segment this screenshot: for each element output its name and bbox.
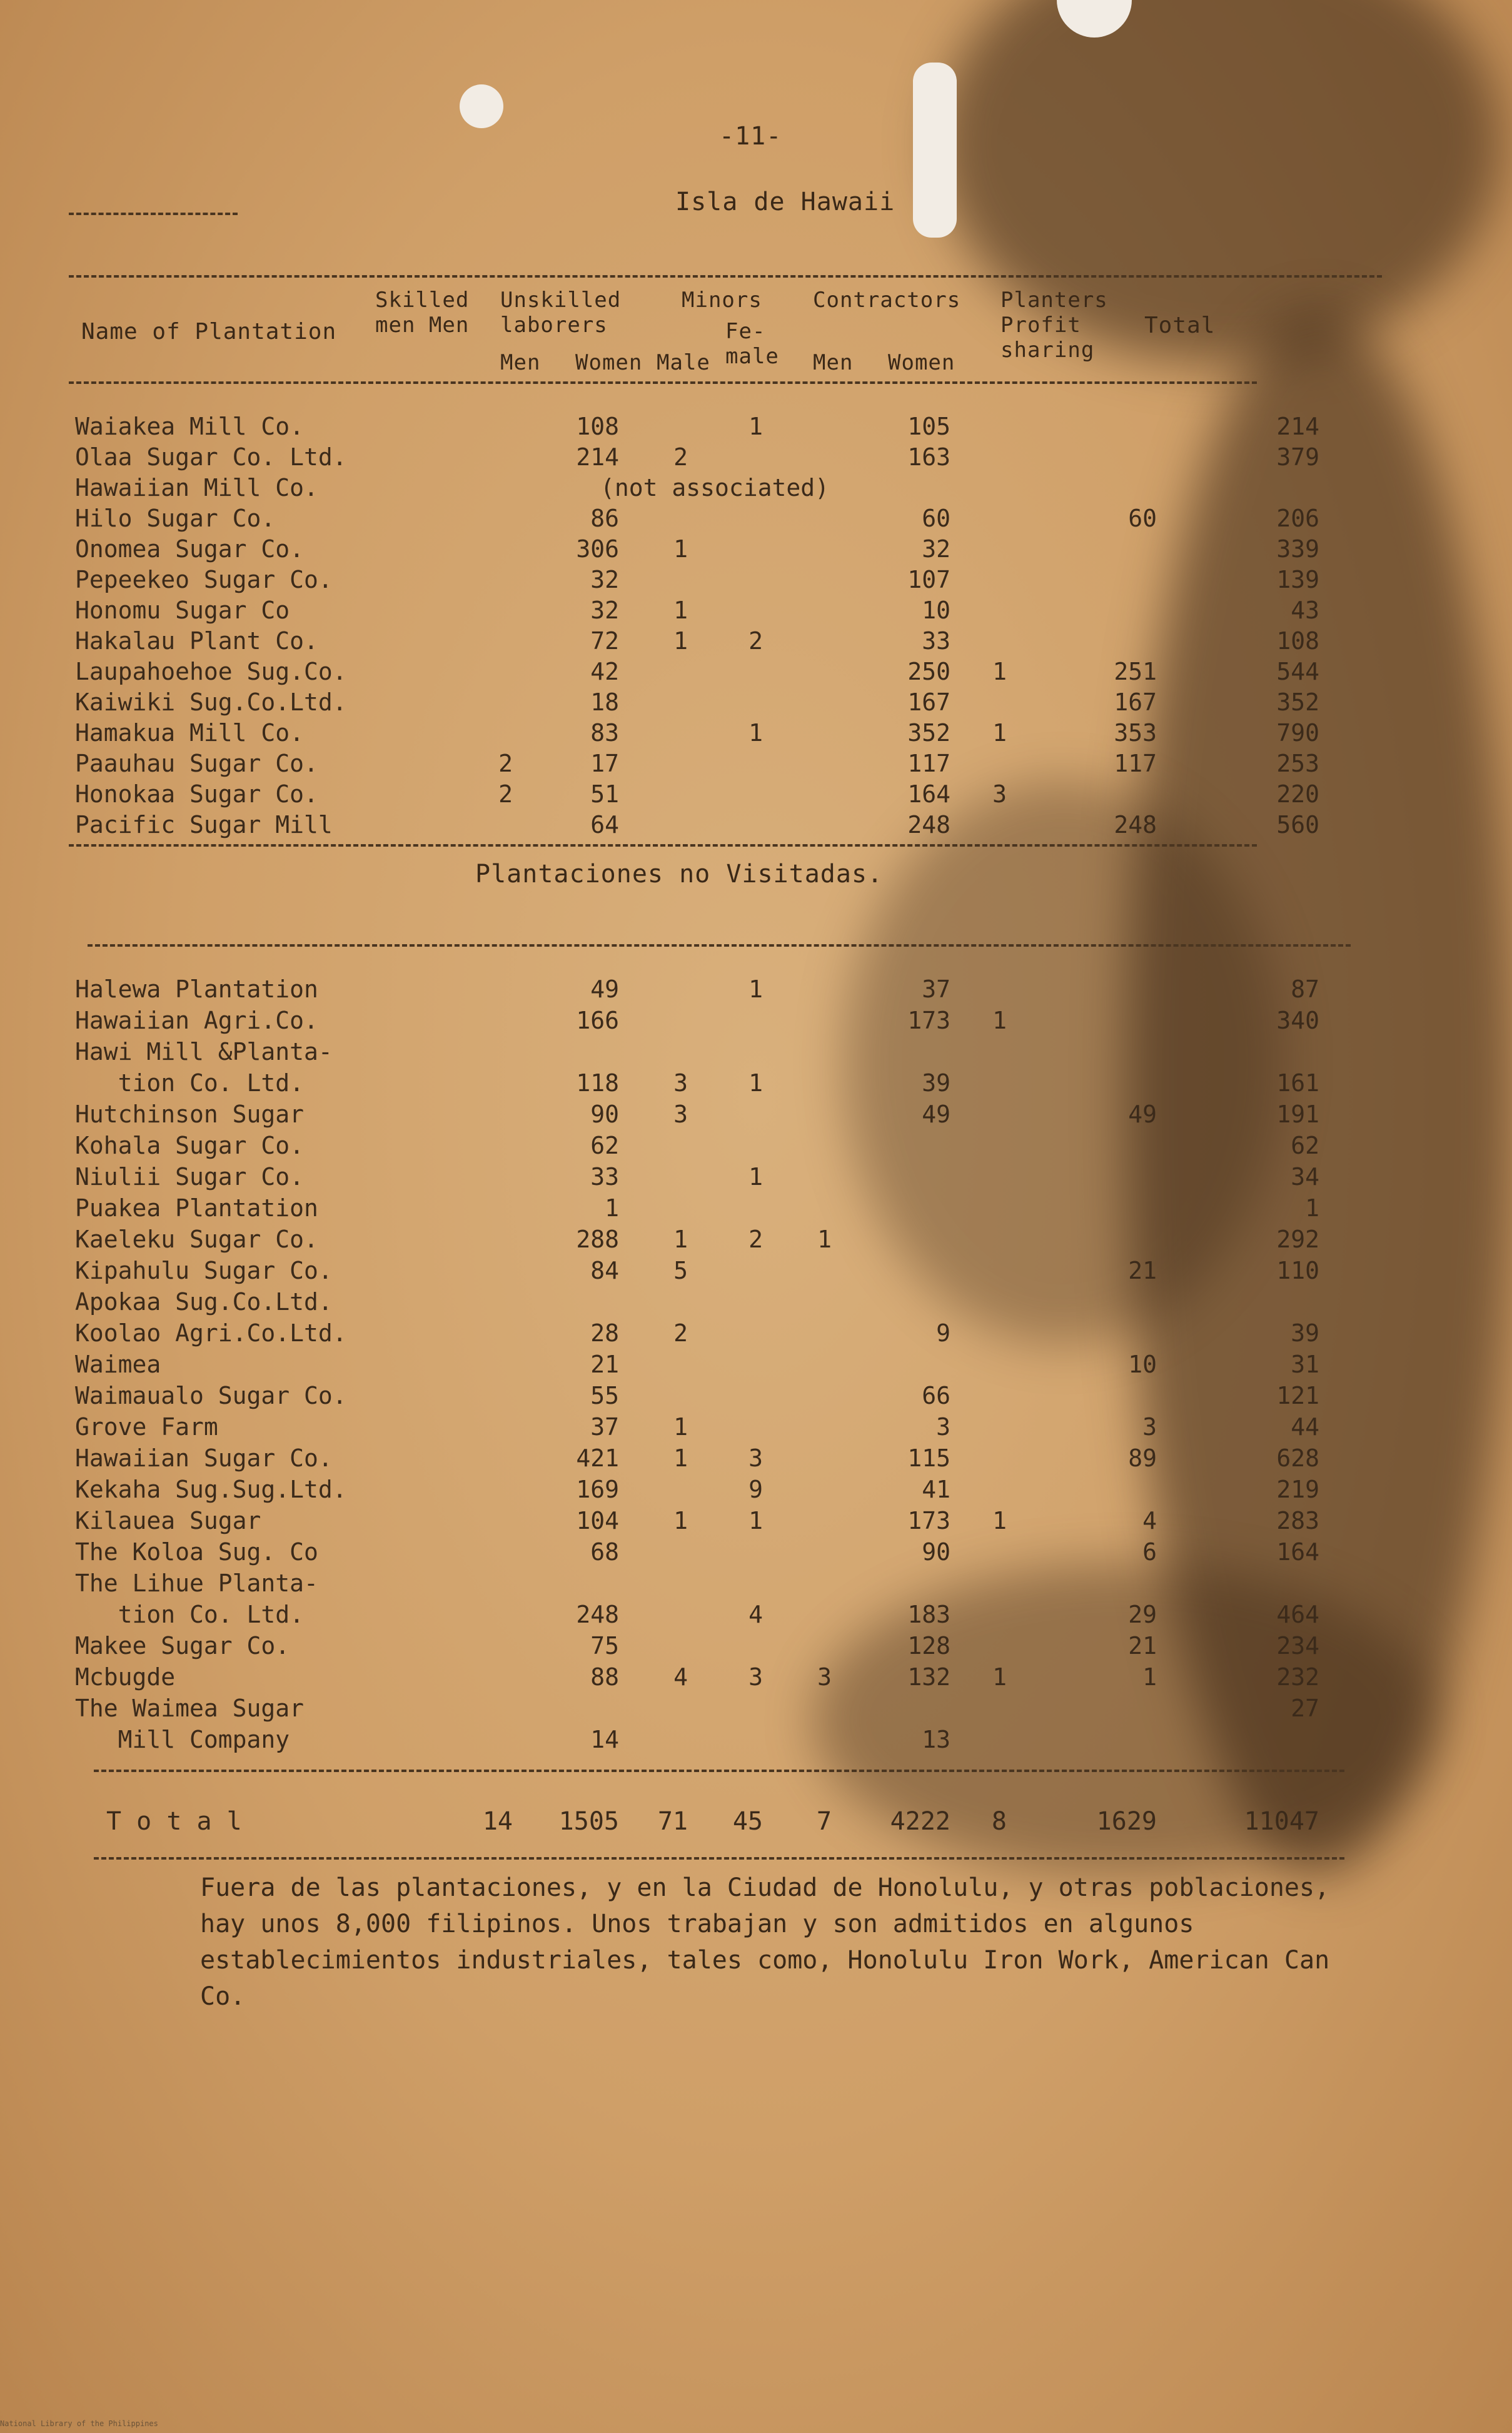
cell-tot: 139 xyxy=(1276,566,1319,593)
cell-ps: 4 xyxy=(1142,1507,1157,1534)
cell-name: Hakalau Plant Co. xyxy=(75,627,318,655)
cell-tot: 44 xyxy=(1291,1413,1319,1441)
col-unskilled-women: Women xyxy=(575,350,643,375)
table-row xyxy=(69,535,1357,567)
cell-mm: 1 xyxy=(748,413,763,440)
cell-um: 88 xyxy=(590,1663,619,1691)
table-row xyxy=(69,811,1357,842)
col-minors-female: Fe-male xyxy=(725,319,779,369)
cell-ps: 353 xyxy=(1114,719,1157,747)
cell-name: Hawaiian Sugar Co. xyxy=(75,1444,333,1472)
cell-cm: 167 xyxy=(907,688,950,716)
table-row xyxy=(69,1476,1357,1507)
cell-um: 28 xyxy=(590,1319,619,1347)
cell-name: Waimaualo Sugar Co. xyxy=(75,1382,347,1409)
cell-name: Mill Company xyxy=(75,1726,290,1753)
page-number: -11- xyxy=(719,122,782,151)
cell-tot: 206 xyxy=(1276,505,1319,532)
cell-name: Pacific Sugar Mill xyxy=(75,811,333,839)
cell-um: 90 xyxy=(590,1101,619,1128)
cell-name: Puakea Plantation xyxy=(75,1194,318,1222)
cell-name: Hutchinson Sugar xyxy=(75,1101,305,1128)
table-row xyxy=(69,1194,1357,1226)
cell-mm: 9 xyxy=(748,1476,763,1503)
cell-name: tion Co. Ltd. xyxy=(75,1601,305,1628)
cell-mm: 3 xyxy=(748,1663,763,1691)
cell-name: Kipahulu Sugar Co. xyxy=(75,1257,333,1284)
cell-name: Pepeekeo Sugar Co. xyxy=(75,566,333,593)
col-minors-male: Male xyxy=(657,350,710,375)
cell-um: (not associated) xyxy=(600,474,830,501)
cell-uw: 1 xyxy=(673,1444,688,1472)
table-row xyxy=(69,1319,1357,1351)
cell-tot: 253 xyxy=(1276,750,1319,777)
total-minors-female: 7 xyxy=(816,1807,832,1836)
cell-cw: 3 xyxy=(992,780,1007,808)
cell-mm: 2 xyxy=(748,627,763,655)
cell-cm: 132 xyxy=(907,1663,950,1691)
cell-um: 49 xyxy=(590,975,619,1003)
cell-tot: 628 xyxy=(1276,1444,1319,1472)
col-contract-women: Women xyxy=(888,350,955,375)
cell-tot: 39 xyxy=(1291,1319,1319,1347)
cell-um: 104 xyxy=(576,1507,619,1534)
table-row xyxy=(69,474,1357,505)
cell-mm: 1 xyxy=(748,1069,763,1097)
cell-mf: 1 xyxy=(817,1226,832,1253)
cell-name: The Lihue Planta- xyxy=(75,1569,318,1597)
cell-cm: 107 xyxy=(907,566,950,593)
total-bottom-rule xyxy=(94,1857,1344,1860)
cell-um: 64 xyxy=(590,811,619,839)
table-row xyxy=(69,1538,1357,1569)
cell-tot: 164 xyxy=(1276,1538,1319,1566)
table-row xyxy=(69,627,1357,658)
cell-tot: 214 xyxy=(1276,413,1319,440)
cell-tot: 464 xyxy=(1276,1601,1319,1628)
cell-ps: 6 xyxy=(1142,1538,1157,1566)
cell-tot: 108 xyxy=(1276,627,1319,655)
cell-cm: 41 xyxy=(922,1476,950,1503)
col-unskilled: Unskilled laborers xyxy=(500,288,622,338)
cell-ps: 10 xyxy=(1128,1351,1157,1378)
table-row xyxy=(69,658,1357,689)
cell-cm: 49 xyxy=(922,1101,950,1128)
cell-cm: 248 xyxy=(907,811,950,839)
cell-um: 42 xyxy=(590,658,619,685)
cell-mm: 1 xyxy=(748,719,763,747)
cell-uw: 1 xyxy=(673,627,688,655)
table-row xyxy=(69,1288,1357,1319)
cell-name: Halewa Plantation xyxy=(75,975,318,1003)
cell-cm: 90 xyxy=(922,1538,950,1566)
cell-um: 33 xyxy=(590,1163,619,1191)
cell-skl: 2 xyxy=(498,750,513,777)
cell-ps: 49 xyxy=(1128,1101,1157,1128)
cell-ps: 3 xyxy=(1142,1413,1157,1441)
total-unskilled-men: 1505 xyxy=(558,1807,619,1836)
cell-mm: 1 xyxy=(748,1507,763,1534)
cell-name: tion Co. Ltd. xyxy=(75,1069,305,1097)
table-row xyxy=(69,413,1357,444)
cell-um: 32 xyxy=(590,597,619,624)
cell-um: 18 xyxy=(590,688,619,716)
cell-um: 75 xyxy=(590,1632,619,1660)
cell-cm: 250 xyxy=(907,658,950,685)
cell-cm: 105 xyxy=(907,413,950,440)
cell-um: 83 xyxy=(590,719,619,747)
cell-cm: 39 xyxy=(922,1069,950,1097)
cell-cm: 66 xyxy=(922,1382,950,1409)
col-minors: Minors xyxy=(682,288,762,313)
cell-tot: 283 xyxy=(1276,1507,1319,1534)
island-title: Isla de Hawaii xyxy=(675,188,895,216)
table-row xyxy=(69,1569,1357,1601)
col-skilled: Skilled men Men xyxy=(375,288,470,338)
cell-um: 118 xyxy=(576,1069,619,1097)
cell-um: 86 xyxy=(590,505,619,532)
cell-um: 84 xyxy=(590,1257,619,1284)
cell-cw: 1 xyxy=(992,1507,1007,1534)
cell-ps: 60 xyxy=(1128,505,1157,532)
cell-cm: 60 xyxy=(922,505,950,532)
cell-um: 306 xyxy=(576,535,619,563)
cell-ps: 1 xyxy=(1142,1663,1157,1691)
cell-mm: 2 xyxy=(748,1226,763,1253)
cell-cm: 117 xyxy=(907,750,950,777)
cell-uw: 3 xyxy=(673,1101,688,1128)
cell-um: 14 xyxy=(590,1726,619,1753)
cell-tot: 339 xyxy=(1276,535,1319,563)
cell-cw: 1 xyxy=(992,658,1007,685)
cell-cm: 10 xyxy=(922,597,950,624)
cell-tot: 220 xyxy=(1276,780,1319,808)
cell-tot: 234 xyxy=(1276,1632,1319,1660)
cell-um: 37 xyxy=(590,1413,619,1441)
header-bottom-rule xyxy=(69,381,1257,384)
col-unskilled-men: Men xyxy=(500,350,541,375)
table-row xyxy=(69,566,1357,597)
table-row xyxy=(69,1382,1357,1413)
cell-ps: 29 xyxy=(1128,1601,1157,1628)
table-row xyxy=(69,1601,1357,1632)
cell-name: Hawaiian Agri.Co. xyxy=(75,1007,318,1034)
cell-ps: 167 xyxy=(1114,688,1157,716)
cell-um: 62 xyxy=(590,1132,619,1159)
cell-tot: 62 xyxy=(1291,1132,1319,1159)
cell-tot: 110 xyxy=(1276,1257,1319,1284)
cell-um: 51 xyxy=(590,780,619,808)
cell-tot: 121 xyxy=(1276,1382,1319,1409)
cell-um: 17 xyxy=(590,750,619,777)
table-row xyxy=(69,443,1357,475)
archive-footer: National Library of the Philippines xyxy=(0,2419,158,2428)
punch-hole xyxy=(460,84,503,128)
cell-name: Laupahoehoe Sug.Co. xyxy=(75,658,347,685)
cell-cm: 173 xyxy=(907,1507,950,1534)
cell-mf: 3 xyxy=(817,1663,832,1691)
col-contract-men: Men xyxy=(813,350,854,375)
table-row xyxy=(69,1226,1357,1257)
table-row xyxy=(69,1663,1357,1695)
cell-uw: 2 xyxy=(673,1319,688,1347)
total-contract-women: 8 xyxy=(991,1807,1007,1836)
cell-um: 214 xyxy=(576,443,619,471)
cell-name: Waiakea Mill Co. xyxy=(75,413,305,440)
table-row xyxy=(69,1257,1357,1288)
table-row xyxy=(69,1038,1357,1069)
cell-um: 288 xyxy=(576,1226,619,1253)
cell-cm: 37 xyxy=(922,975,950,1003)
cell-name: The Koloa Sug. Co xyxy=(75,1538,318,1566)
cell-uw: 1 xyxy=(673,535,688,563)
cell-ps: 21 xyxy=(1128,1257,1157,1284)
cell-um: 1 xyxy=(605,1194,619,1222)
table-row xyxy=(69,1007,1357,1038)
table-row xyxy=(69,1444,1357,1476)
cell-mm: 4 xyxy=(748,1601,763,1628)
cell-tot: 34 xyxy=(1291,1163,1319,1191)
table-row xyxy=(69,780,1357,812)
cell-cm: 3 xyxy=(936,1413,950,1441)
cell-mm: 1 xyxy=(748,1163,763,1191)
cell-cm: 128 xyxy=(907,1632,950,1660)
cell-um: 169 xyxy=(576,1476,619,1503)
cell-tot: 232 xyxy=(1276,1663,1319,1691)
col-name: Name of Plantation xyxy=(81,319,337,345)
cell-name: Honokaa Sugar Co. xyxy=(75,780,318,808)
cell-um: 248 xyxy=(576,1601,619,1628)
table-row xyxy=(69,1507,1357,1538)
table-row xyxy=(69,1632,1357,1663)
total-label: T o t a l xyxy=(106,1807,242,1836)
cell-cw: 1 xyxy=(992,1007,1007,1034)
cell-um: 68 xyxy=(590,1538,619,1566)
cell-uw: 1 xyxy=(673,1413,688,1441)
cell-name: Makee Sugar Co. xyxy=(75,1632,290,1660)
cell-cm: 164 xyxy=(907,780,950,808)
total-minors-male: 45 xyxy=(732,1807,763,1836)
cell-uw: 1 xyxy=(673,1507,688,1534)
cell-tot: 544 xyxy=(1276,658,1319,685)
cell-name: Hamakua Mill Co. xyxy=(75,719,305,747)
cell-tot: 27 xyxy=(1291,1695,1319,1722)
cell-cm: 13 xyxy=(922,1726,950,1753)
cell-cm: 183 xyxy=(907,1601,950,1628)
cell-tot: 1 xyxy=(1305,1194,1319,1222)
table-row xyxy=(69,1069,1357,1101)
cell-name: Kekaha Sug.Sug.Ltd. xyxy=(75,1476,347,1503)
cell-name: Hawi Mill &Planta- xyxy=(75,1038,333,1065)
cell-cm: 33 xyxy=(922,627,950,655)
cell-name: Onomea Sugar Co. xyxy=(75,535,305,563)
cell-tot: 87 xyxy=(1291,975,1319,1003)
cell-name: Hilo Sugar Co. xyxy=(75,505,276,532)
cell-skl: 2 xyxy=(498,780,513,808)
col-total: Total xyxy=(1144,313,1216,338)
cell-mm: 3 xyxy=(748,1444,763,1472)
table-row xyxy=(69,1351,1357,1382)
total-top-rule xyxy=(94,1770,1344,1772)
section-title: Plantaciones no Visitadas. xyxy=(475,860,884,889)
cell-um: 55 xyxy=(590,1382,619,1409)
cell-tot: 219 xyxy=(1276,1476,1319,1503)
cell-name: Kohala Sugar Co. xyxy=(75,1132,305,1159)
cell-name: Hawaiian Mill Co. xyxy=(75,474,318,501)
cell-uw: 3 xyxy=(673,1069,688,1097)
table-row xyxy=(69,719,1357,750)
cell-tot: 560 xyxy=(1276,811,1319,839)
section-bottom-rule xyxy=(88,944,1351,947)
cell-um: 421 xyxy=(576,1444,619,1472)
cell-cm: 9 xyxy=(936,1319,950,1347)
table-row xyxy=(69,688,1357,720)
cell-uw: 4 xyxy=(673,1663,688,1691)
cell-um: 108 xyxy=(576,413,619,440)
cell-ps: 251 xyxy=(1114,658,1157,685)
cell-uw: 5 xyxy=(673,1257,688,1284)
total-skilled: 14 xyxy=(482,1807,513,1836)
cell-name: The Waimea Sugar xyxy=(75,1695,305,1722)
table-row xyxy=(69,1132,1357,1163)
table-row xyxy=(69,1163,1357,1194)
closing-note: Fuera de las plantaciones, y en la Ciudad de Honolulu, y otras poblaciones, hay unos 8,000 filipinos. Unos trabajan y son admitidos en algunos establecimientos industriales, tales como, Honolulu Iron Work, American Can Co. xyxy=(200,1873,1330,2011)
cell-tot: 43 xyxy=(1291,597,1319,624)
cell-um: 21 xyxy=(590,1351,619,1378)
cell-cm: 163 xyxy=(907,443,950,471)
table-row xyxy=(69,1695,1357,1726)
cell-cm: 32 xyxy=(922,535,950,563)
cell-tot: 352 xyxy=(1276,688,1319,716)
cell-name: Niulii Sugar Co. xyxy=(75,1163,305,1191)
cell-name: Honomu Sugar Co xyxy=(75,597,290,624)
visited-bottom-rule xyxy=(69,844,1257,847)
total-grand: 11047 xyxy=(1244,1807,1319,1836)
table-row xyxy=(69,1413,1357,1444)
cell-uw: 1 xyxy=(673,1226,688,1253)
cell-cm: 173 xyxy=(907,1007,950,1034)
cell-ps: 117 xyxy=(1114,750,1157,777)
cell-name: Koolao Agri.Co.Ltd. xyxy=(75,1319,347,1347)
table-row xyxy=(69,597,1357,628)
cell-name: Mcbugde xyxy=(75,1663,176,1691)
cell-name: Kaiwiki Sug.Co.Ltd. xyxy=(75,688,347,716)
cell-name: Apokaa Sug.Co.Ltd. xyxy=(75,1288,333,1316)
cell-um: 72 xyxy=(590,627,619,655)
torn-notch xyxy=(913,63,957,238)
cell-tot: 191 xyxy=(1276,1101,1319,1128)
cell-ps: 21 xyxy=(1128,1632,1157,1660)
cell-um: 166 xyxy=(576,1007,619,1034)
cell-ps: 248 xyxy=(1114,811,1157,839)
cell-tot: 379 xyxy=(1276,443,1319,471)
table-row xyxy=(69,750,1357,781)
cell-tot: 292 xyxy=(1276,1226,1319,1253)
col-contract: Contractors xyxy=(813,288,961,313)
cell-name: Kaeleku Sugar Co. xyxy=(75,1226,318,1253)
cell-cm: 115 xyxy=(907,1444,950,1472)
cell-tot: 790 xyxy=(1276,719,1319,747)
cell-name: Olaa Sugar Co. Ltd. xyxy=(75,443,347,471)
total-unskilled-women: 71 xyxy=(657,1807,688,1836)
cell-name: Kilauea Sugar xyxy=(75,1507,261,1534)
cell-tot: 31 xyxy=(1291,1351,1319,1378)
cell-uw: 2 xyxy=(673,443,688,471)
total-profit-sharing: 1629 xyxy=(1096,1807,1157,1836)
cell-um: 32 xyxy=(590,566,619,593)
cell-cw: 1 xyxy=(992,1663,1007,1691)
cell-name: Waimea xyxy=(75,1351,161,1378)
cell-tot: 340 xyxy=(1276,1007,1319,1034)
cell-cw: 1 xyxy=(992,719,1007,747)
col-profit-sharing: Planters Profit sharing xyxy=(1000,288,1108,363)
table-row xyxy=(69,975,1357,1007)
table-row xyxy=(69,1726,1357,1757)
total-contract-men: 4222 xyxy=(890,1807,950,1836)
cell-cm: 352 xyxy=(907,719,950,747)
table-row xyxy=(69,505,1357,536)
cell-name: Grove Farm xyxy=(75,1413,218,1441)
cell-uw: 1 xyxy=(673,597,688,624)
header-dash xyxy=(69,213,238,215)
table-top-rule xyxy=(69,275,1382,278)
cell-tot: 161 xyxy=(1276,1069,1319,1097)
table-row xyxy=(69,1101,1357,1132)
cell-name: Paauhau Sugar Co. xyxy=(75,750,318,777)
cell-mm: 1 xyxy=(748,975,763,1003)
total-row xyxy=(69,1807,1357,1838)
cell-ps: 89 xyxy=(1128,1444,1157,1472)
